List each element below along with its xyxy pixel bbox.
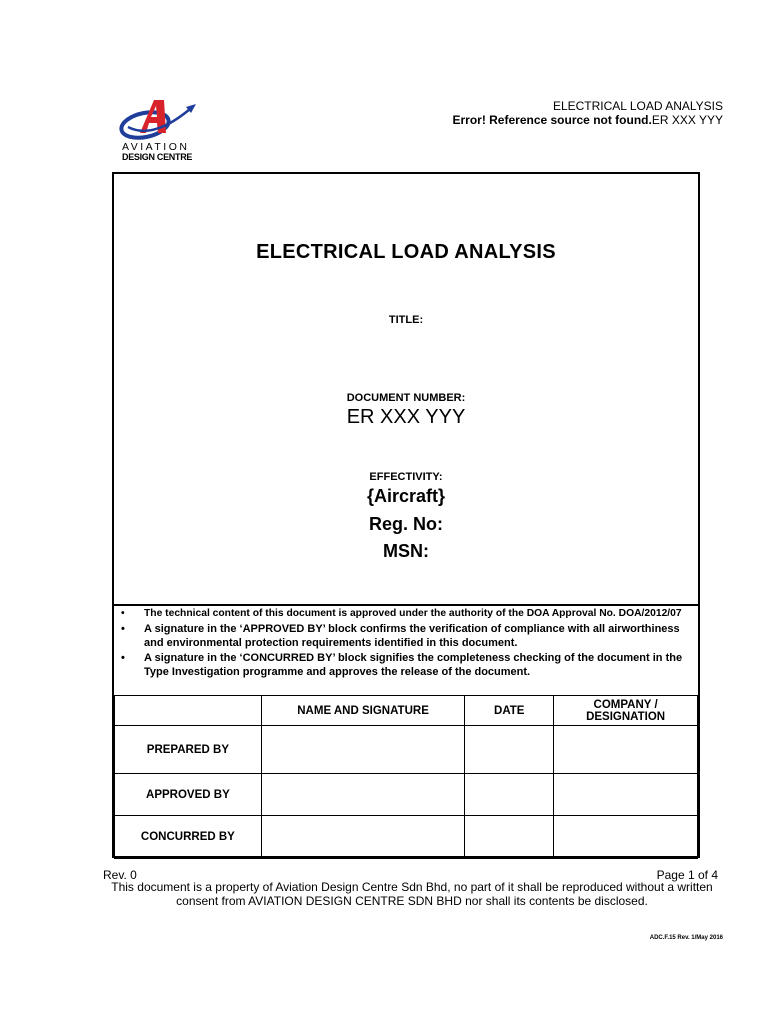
- header-doc-ref: ER XXX YYY: [651, 113, 723, 127]
- header-company-designation: COMPANY / DESIGNATION: [554, 696, 698, 726]
- cover-title: ELECTRICAL LOAD ANALYSIS: [256, 241, 556, 263]
- notes-divider: [114, 604, 698, 606]
- signature-table: [114, 695, 698, 859]
- effectivity-label: EFFECTIVITY:: [369, 471, 443, 483]
- concurred-by-company-cell: [554, 816, 698, 859]
- concurred-by-signature-cell: [261, 816, 465, 859]
- header-cell-blank: [115, 696, 262, 726]
- document-number-value: ER XXX YYY: [346, 406, 466, 428]
- header-error-text: Error! Reference source not found.: [452, 113, 652, 127]
- row-label-approved-by: APPROVED BY: [115, 774, 262, 816]
- bullet: •: [121, 608, 125, 619]
- approved-by-signature-cell: [261, 774, 465, 816]
- prepared-by-company-cell: [554, 726, 698, 774]
- note-text: The technical content of this document is approved under the authority of the DOA Approval No. DOA/2012/07: [144, 608, 682, 619]
- row-label-concurred-by: CONCURRED BY: [115, 816, 262, 859]
- footer-disclaimer: This document is a property of Aviation Design Centre Sdn Bhd, no part of it shall be reproduced without a written consent from AVIATION DESIGN CENTRE SDN BHD nor shall its contents be disclosed.: [111, 880, 713, 908]
- note-text: A signature in the ‘CONCURRED BY’ block signifies the completeness checking of the document in the Type Investigation programme and approves the release of the document.: [144, 651, 683, 678]
- table-row: [115, 774, 698, 816]
- note-item: [116, 651, 696, 680]
- logo-text-design-centre: DESIGN CENTRE: [122, 152, 193, 162]
- header-doc-ref-line: [452, 113, 723, 127]
- bullet: •: [121, 651, 125, 664]
- form-number: ADC.F.15 Rev. 1/May 2016: [649, 935, 723, 941]
- row-label-prepared-by: PREPARED BY: [115, 726, 262, 774]
- approved-by-company-cell: [554, 774, 698, 816]
- header-name-and-signature: NAME AND SIGNATURE: [261, 696, 465, 726]
- title-label: TITLE:: [388, 314, 424, 326]
- concurred-by-date-cell: [465, 816, 554, 859]
- table-row: [115, 816, 698, 859]
- table-header-row: [115, 696, 698, 726]
- effectivity-reg-no: Reg. No:: [369, 514, 443, 534]
- logo-text-aviation: AVIATION: [122, 141, 190, 153]
- approved-by-date-cell: [465, 774, 554, 816]
- bullet: •: [121, 622, 125, 635]
- effectivity-aircraft: {Aircraft}: [366, 486, 446, 506]
- header-date: DATE: [465, 696, 554, 726]
- cover-frame: [112, 172, 700, 858]
- effectivity-msn: MSN:: [383, 541, 429, 561]
- prepared-by-signature-cell: [261, 726, 465, 774]
- header-doc-title: ELECTRICAL LOAD ANALYSIS: [552, 99, 723, 113]
- note-item: [116, 622, 696, 651]
- prepared-by-date-cell: [465, 726, 554, 774]
- document-number-label: DOCUMENT NUMBER:: [346, 392, 466, 404]
- approval-notes: [116, 607, 696, 680]
- page-number: Page 1 of 4: [656, 868, 718, 882]
- note-item: [116, 607, 696, 622]
- revision-label: Rev. 0: [103, 868, 137, 882]
- note-text: A signature in the ‘APPROVED BY’ block confirms the verification of compliance with all airworthiness and environmental protection requirements identified in this document.: [144, 622, 680, 649]
- table-row: [115, 726, 698, 774]
